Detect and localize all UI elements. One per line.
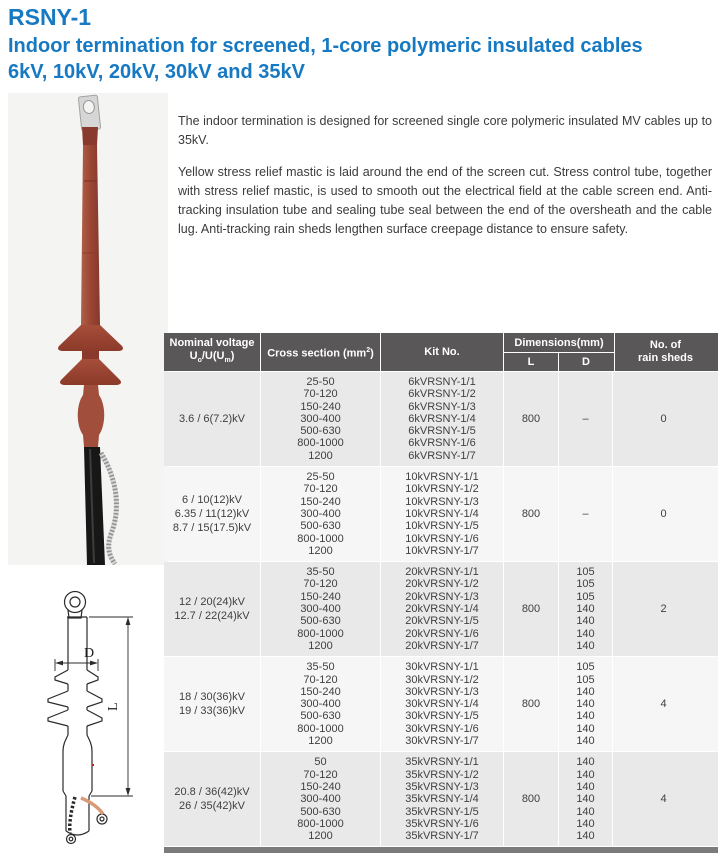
kit-no-value: 6kVRSNY-1/5 — [408, 425, 476, 438]
kit-no-value: 30kVRSNY-1/6 — [405, 722, 479, 735]
cross-section-value: 500-630 — [300, 615, 341, 628]
drawing-shed-1 — [55, 670, 98, 684]
diameter-value-cell — [559, 657, 613, 751]
kit-no-value: 6kVRSNY-1/3 — [408, 400, 476, 413]
cross-section-value: 70-120 — [303, 388, 338, 401]
cross-section-value: 70-120 — [303, 768, 338, 781]
length-label: L — [106, 702, 121, 711]
cross-section-value: 70-120 — [303, 483, 338, 496]
diameter-value: 140 — [576, 805, 595, 818]
cross-section-value: 150-240 — [300, 590, 341, 603]
kit-no-value: 35kVRSNY-1/4 — [405, 793, 479, 806]
kit-no-value: 6kVRSNY-1/6 — [408, 437, 476, 450]
voltage-label-cell — [164, 752, 261, 846]
diameter-value-cell — [559, 467, 613, 561]
diameter-value: 140 — [576, 603, 595, 616]
cross-section-value: 1200 — [308, 735, 333, 748]
voltage-label: 19 / 33(36)kV — [178, 705, 246, 718]
length-value-cell — [504, 752, 559, 846]
table-row-group — [164, 372, 718, 466]
length-value: 800 — [521, 413, 541, 426]
drawing-oversheath-bottom — [63, 791, 92, 796]
dimension-drawing — [25, 583, 155, 851]
voltage-label: 6 / 10(12)kV — [182, 494, 242, 507]
voltage-label: 20.8 / 36(42)kV — [174, 786, 250, 799]
header-dimensions: Dimensions(mm) — [504, 333, 614, 353]
cross-section-value: 150-240 — [300, 400, 341, 413]
diameter-value: 140 — [576, 639, 595, 652]
table-bottom-rule — [164, 847, 718, 853]
length-value: 800 — [521, 603, 541, 616]
voltage-label-cell — [164, 467, 261, 561]
lug-barrel — [82, 127, 98, 145]
cable-lug-icon — [78, 95, 100, 131]
length-value: 800 — [521, 793, 541, 806]
kit-no-value-cell — [381, 467, 504, 561]
cross-section-value-cell — [261, 467, 381, 561]
kit-no-value: 30kVRSNY-1/2 — [405, 673, 479, 686]
kit-no-value: 30kVRSNY-1/4 — [405, 698, 479, 711]
diameter-value: – — [582, 508, 589, 521]
voltage-label: 26 / 35(42)kV — [178, 800, 246, 813]
cross-section-value: 800-1000 — [297, 627, 344, 640]
cross-section-value: 35-50 — [306, 661, 335, 674]
rain-sheds-value-cell — [613, 752, 714, 846]
page-title-line2: 6kV, 10kV, 20kV, 30kV and 35kV — [8, 61, 305, 83]
cross-section-value: 1200 — [308, 639, 333, 652]
kit-no-value: 20kVRSNY-1/4 — [405, 603, 479, 616]
cross-section-value: 150-240 — [300, 685, 341, 698]
kit-no-value: 20kVRSNY-1/6 — [405, 627, 479, 640]
shed-connector — [82, 351, 99, 359]
kit-no-value: 35kVRSNY-1/1 — [405, 756, 479, 769]
kit-no-value: 20kVRSNY-1/7 — [405, 639, 479, 652]
header-length-l: L — [504, 353, 559, 371]
length-value-cell — [504, 657, 559, 751]
cross-section-value: 300-400 — [300, 793, 341, 806]
diameter-value: 140 — [576, 780, 595, 793]
rain-sheds-value-cell — [613, 562, 714, 656]
drawing-copper-strand — [81, 798, 103, 814]
kit-no-value: 6kVRSNY-1/2 — [408, 388, 476, 401]
cross-section-value: 300-400 — [300, 507, 341, 520]
page-title-line1: Indoor termination for screened, 1-core polymeric insulated cables — [8, 35, 643, 57]
drawing-tube-walls — [68, 707, 87, 710]
cross-section-value: 35-50 — [306, 566, 335, 579]
diameter-value: 140 — [576, 627, 595, 640]
table-row-group — [164, 752, 718, 846]
table-header — [164, 333, 718, 371]
diameter-value: 105 — [576, 578, 595, 591]
rain-sheds-value: 4 — [660, 793, 667, 806]
diameter-value-cell — [559, 562, 613, 656]
rain-sheds-value: 2 — [660, 603, 667, 616]
kit-no-value: 10kVRSNY-1/2 — [405, 483, 479, 496]
kit-no-value: 6kVRSNY-1/1 — [408, 376, 476, 388]
cross-section-value: 300-400 — [300, 698, 341, 711]
diameter-value: 105 — [576, 673, 595, 686]
cross-section-value: 70-120 — [303, 578, 338, 591]
table-row-group — [164, 657, 718, 751]
drawing-lug-ring — [65, 592, 86, 613]
kit-no-value-cell — [381, 752, 504, 846]
voltage-label-cell — [164, 657, 261, 751]
table-body — [164, 372, 718, 846]
header-diameter-d: D — [582, 355, 590, 368]
diameter-value: 140 — [576, 735, 595, 748]
kit-no-value: 10kVRSNY-1/3 — [405, 495, 479, 508]
intro-paragraph: Yellow stress relief mastic is laid around the end of the screen cut. Stress control tube, together with stress relief mastic, is used to smooth out the electrical field at the cable screen end. Anti-tracking insulation tube and sealing tube seal between the end of the oversheath and the cable lug. Anti-tracking rain sheds lengthen surface creepage distance to ensure safety. — [178, 165, 712, 236]
drawing-lug-hole — [70, 597, 80, 607]
length-value-cell — [504, 562, 559, 656]
kit-no-value: 35kVRSNY-1/7 — [405, 830, 479, 843]
kit-no-value: 20kVRSNY-1/1 — [405, 566, 479, 579]
drawing-oversheath — [63, 735, 92, 791]
drawing-tube-walls — [68, 617, 87, 670]
cross-section-value: 25-50 — [306, 376, 335, 388]
cross-section-value-cell — [261, 372, 381, 466]
voltage-label-cell — [164, 562, 261, 656]
kit-no-value-cell — [381, 562, 504, 656]
kit-no-value: 35kVRSNY-1/2 — [405, 768, 479, 781]
voltage-label: 18 / 30(36)kV — [178, 691, 246, 704]
voltage-label: 8.7 / 15(17.5)kV — [172, 522, 252, 535]
cross-section-value: 300-400 — [300, 603, 341, 616]
voltage-label: 12 / 20(24)kV — [178, 596, 246, 609]
table-row-group — [164, 467, 718, 561]
cross-section-value-cell — [261, 752, 381, 846]
cross-section-value: 500-630 — [300, 425, 341, 438]
cross-section-value: 70-120 — [303, 673, 338, 686]
cross-section-value: 50 — [314, 756, 327, 769]
drawing-tube-walls — [68, 684, 87, 691]
header-rain-sheds — [615, 333, 716, 371]
product-photo — [8, 93, 168, 565]
rain-sheds-value: 0 — [660, 508, 667, 521]
diameter-value: 140 — [576, 615, 595, 628]
diameter-value: 140 — [576, 768, 595, 781]
diameter-value: 140 — [576, 817, 595, 830]
diameter-value: 140 — [576, 710, 595, 723]
length-value-cell — [504, 467, 559, 561]
cross-section-value-cell — [261, 657, 381, 751]
kit-no-value: 10kVRSNY-1/7 — [405, 544, 479, 557]
header-dimensions-group — [504, 333, 615, 371]
kit-no-value: 30kVRSNY-1/5 — [405, 710, 479, 723]
rain-sheds-value: 0 — [660, 413, 667, 426]
kit-no-value: 35kVRSNY-1/3 — [405, 780, 479, 793]
cross-section-value: 800-1000 — [297, 532, 344, 545]
kit-no-value: 10kVRSNY-1/1 — [405, 471, 479, 484]
drawing-shed-3 — [48, 710, 102, 726]
cross-section-value: 1200 — [308, 544, 333, 557]
drawing-shed-2 — [48, 691, 102, 707]
cross-section-value: 800-1000 — [297, 817, 344, 830]
intro-text — [178, 112, 712, 252]
diameter-value-cell — [559, 752, 613, 846]
cross-section-value: 150-240 — [300, 495, 341, 508]
cross-section-value: 150-240 — [300, 780, 341, 793]
kit-no-value: 20kVRSNY-1/5 — [405, 615, 479, 628]
header-nominal-voltage-line1: Nominal voltage — [169, 336, 255, 349]
table-row-group — [164, 562, 718, 656]
cross-section-value: 500-630 — [300, 520, 341, 533]
header-voltage-formula: $U_o/U(U_m)$ — [189, 349, 235, 365]
rain-sheds-value-cell — [613, 372, 714, 466]
insulation-tube — [81, 145, 100, 325]
diameter-value: 140 — [576, 685, 595, 698]
cross-section-value: 500-630 — [300, 710, 341, 723]
model-number: RSNY-1 — [8, 4, 92, 30]
length-value: 800 — [521, 508, 541, 521]
diameter-value: 105 — [576, 590, 595, 603]
drawing-strand-lug — [97, 814, 107, 824]
diameter-value: 140 — [576, 830, 595, 843]
kit-no-value: 6kVRSNY-1/7 — [408, 449, 476, 462]
rain-sheds-value-cell — [613, 467, 714, 561]
drawing-braid-lug-hole — [69, 837, 73, 841]
cross-section-value: 1200 — [308, 830, 333, 843]
kit-no-value: 35kVRSNY-1/5 — [405, 805, 479, 818]
diameter-value: 140 — [576, 793, 595, 806]
length-value: 800 — [521, 698, 541, 711]
diameter-value: 140 — [576, 722, 595, 735]
header-rain-sheds-line2: rain sheds — [637, 352, 694, 364]
drawing-tube-walls — [68, 726, 87, 735]
kit-no-value: 6kVRSNY-1/4 — [408, 412, 476, 425]
page-title — [8, 33, 714, 85]
rain-sheds-value-cell — [613, 657, 714, 751]
kit-no-value: 10kVRSNY-1/6 — [405, 532, 479, 545]
voltage-label: 3.6 / 6(7.2)kV — [178, 413, 246, 426]
drawing-braid-lug — [67, 835, 76, 844]
kit-no-value-cell — [381, 657, 504, 751]
intro-paragraph: The indoor termination is designed for screened single core polymeric insulated MV cables up to 35kV. — [178, 114, 712, 147]
kit-no-value: 10kVRSNY-1/5 — [405, 520, 479, 533]
kit-no-value: 30kVRSNY-1/3 — [405, 685, 479, 698]
cross-section-value: 300-400 — [300, 412, 341, 425]
drawing-strand-lug-hole — [100, 817, 104, 821]
cross-section-value-cell — [261, 562, 381, 656]
kit-no-value-cell — [381, 372, 504, 466]
cross-section-value: 800-1000 — [297, 437, 344, 450]
header-nominal-voltage — [164, 333, 261, 371]
cross-section-value: 1200 — [308, 449, 333, 462]
diameter-value-cell — [559, 372, 613, 466]
kit-no-value: 20kVRSNY-1/3 — [405, 590, 479, 603]
cross-section-value: 500-630 — [300, 805, 341, 818]
diameter-value: 105 — [576, 566, 595, 579]
diameter-value: 140 — [576, 698, 595, 711]
rain-sheds-value: 4 — [660, 698, 667, 711]
header-rain-sheds-line1: No. of — [649, 339, 682, 351]
diameter-value: 105 — [576, 661, 595, 674]
kit-no-value: 20kVRSNY-1/2 — [405, 578, 479, 591]
cross-section-value: 800-1000 — [297, 722, 344, 735]
specification-table — [164, 333, 718, 853]
diameter-label: D — [84, 646, 95, 661]
diameter-value: – — [582, 413, 589, 426]
header-cross-section: Cross section $(mm^2)$ — [261, 333, 381, 371]
length-value-cell — [504, 372, 559, 466]
cross-section-value: 25-50 — [306, 471, 335, 484]
drawing-red-mark — [92, 764, 94, 766]
voltage-label-cell — [164, 372, 261, 466]
kit-no-value: 35kVRSNY-1/6 — [405, 817, 479, 830]
kit-no-value: 10kVRSNY-1/4 — [405, 507, 479, 520]
kit-no-value: 30kVRSNY-1/7 — [405, 735, 479, 748]
diameter-value: 140 — [576, 756, 595, 769]
voltage-label: 12.7 / 22(24)kV — [174, 610, 250, 623]
kit-no-value: 30kVRSNY-1/1 — [405, 661, 479, 674]
voltage-label: 6.35 / 11(12)kV — [174, 508, 250, 521]
header-kit-no: Kit No. — [381, 333, 504, 371]
drawing-earth-braid — [70, 797, 75, 833]
